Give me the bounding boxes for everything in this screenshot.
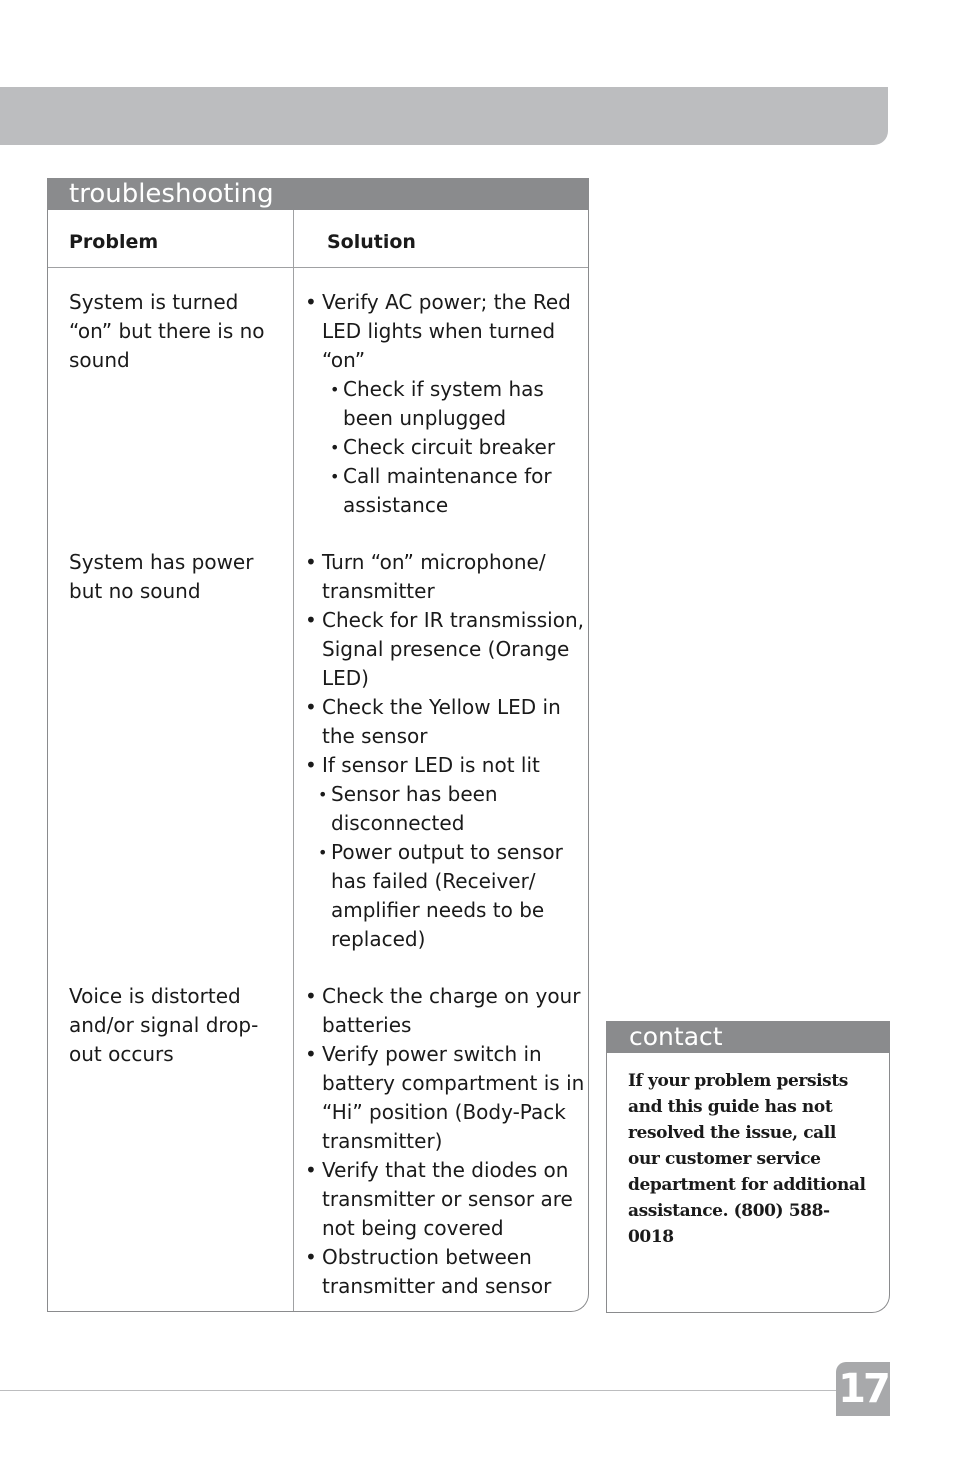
solution-column-header: Solution <box>327 231 416 253</box>
solution-item: • Obstruction between transmitter and sensor <box>301 1243 586 1301</box>
solution-item: • Verify AC power; the Red LED lights when turned “on” <box>301 288 586 375</box>
solution-subitem: • Sensor has been disconnected <box>301 780 586 838</box>
solution-item: • Turn “on” microphone/ transmitter <box>301 548 586 606</box>
problem-text: Voice is distorted and/or signal drop-out occurs <box>69 984 259 1066</box>
solution-subitem: • Check if system has been unplugged <box>301 375 586 433</box>
solution-list <box>301 982 586 1301</box>
footer-rule <box>0 1390 836 1391</box>
troubleshooting-table <box>47 178 589 1312</box>
header-band <box>0 87 888 145</box>
problem-text: System is turned “on” but there is no sound <box>69 290 265 372</box>
solution-item: • Check the Yellow LED in the sensor <box>301 693 586 751</box>
solution-item: • If sensor LED is not lit <box>301 751 586 780</box>
page-number: 17 <box>836 1362 890 1416</box>
contact-body: If your problem persists and this guide has not resolved the issue, call our customer service department for additional assistance. (800) 588-0018 <box>628 1071 866 1247</box>
solution-item: • Check for IR transmission, Signal presence (Orange LED) <box>301 606 586 693</box>
section-title: troubleshooting <box>48 178 588 210</box>
problem-text: System has power but no sound <box>69 550 254 603</box>
solution-subitem: • Call maintenance for assistance <box>301 462 586 520</box>
solution-subitem: • Check circuit breaker <box>301 433 586 462</box>
contact-box <box>606 1021 890 1313</box>
solution-list <box>301 288 586 520</box>
solution-item: • Verify power switch in battery compartment is in “Hi” position (Body-Pack transmitter) <box>301 1040 586 1156</box>
solution-item: • Verify that the diodes on transmitter or sensor are not being covered <box>301 1156 586 1243</box>
problem-column-header: Problem <box>69 231 159 253</box>
header-rule <box>48 267 588 268</box>
contact-title: contact <box>607 1021 889 1053</box>
solution-subitem: • Power output to sensor has failed (Receiver/ amplifier needs to be replaced) <box>301 838 586 954</box>
solution-item: • Check the charge on your batteries <box>301 982 586 1040</box>
solution-list <box>301 548 586 954</box>
column-divider <box>293 210 294 1311</box>
